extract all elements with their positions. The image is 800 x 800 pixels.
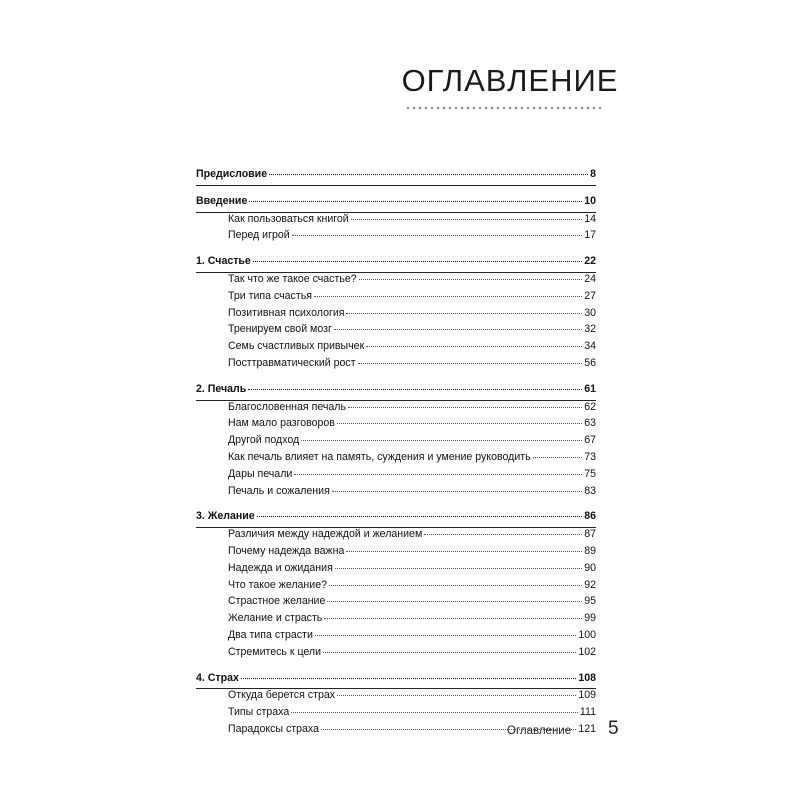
toc-chapter xyxy=(196,383,596,502)
toc-entry-title: Типы страха xyxy=(228,706,290,719)
toc-entry-title: Желание и страсть xyxy=(228,612,323,625)
page-number: 5 xyxy=(608,718,619,739)
dot-leader xyxy=(294,474,582,475)
dot-leader xyxy=(335,568,582,569)
toc-section-entry[interactable] xyxy=(196,706,596,723)
toc-entry-title: Как пользоваться книгой xyxy=(228,212,349,225)
toc-entry-page: 67 xyxy=(584,434,596,447)
toc-entry-page: 10 xyxy=(584,194,596,207)
toc-section-entry[interactable] xyxy=(196,323,596,340)
toc-entry-page: 111 xyxy=(579,706,596,719)
dot-leader xyxy=(533,457,583,458)
toc-entry-title: 4. Страх xyxy=(196,671,239,684)
dot-leader xyxy=(334,329,582,330)
running-footer-label: Оглавление xyxy=(507,725,572,737)
dot-leader xyxy=(269,174,588,175)
toc-entry-page: 17 xyxy=(584,229,596,242)
toc-entry-title: Различия между надеждой и желанием xyxy=(228,528,423,541)
toc-chapter-entry[interactable] xyxy=(196,510,596,528)
toc-section-entry[interactable] xyxy=(196,229,596,246)
dot-leader xyxy=(314,296,582,297)
toc-entry-title: Предисловие xyxy=(196,168,268,180)
dot-leader xyxy=(424,534,582,535)
toc-entry-title: Нам мало разговоров xyxy=(228,417,335,430)
toc-chapter-entry[interactable] xyxy=(196,168,596,186)
toc-entry-title: 2. Печаль xyxy=(196,382,247,395)
dot-leader xyxy=(346,551,582,552)
toc-section-entry[interactable] xyxy=(196,612,596,629)
toc-section-entry[interactable] xyxy=(196,629,596,646)
toc-entry-title: Стремитесь к цели xyxy=(228,645,322,658)
toc-entry-title: Парадоксы страха xyxy=(228,722,319,735)
toc-entry-title: Три типа счастья xyxy=(228,289,312,302)
toc-section-entry[interactable] xyxy=(196,434,596,451)
toc-entry-page: 8 xyxy=(590,168,596,180)
dot-leader xyxy=(323,652,576,653)
toc-chapter-entry[interactable] xyxy=(196,195,596,213)
toc-entry-title: Откуда берется страх xyxy=(228,689,336,702)
toc-section-entry[interactable] xyxy=(196,290,596,307)
toc-entry-title: Печаль и сожаления xyxy=(228,484,330,497)
toc-section-entry[interactable] xyxy=(196,595,596,612)
toc-section-entry[interactable] xyxy=(196,689,596,706)
toc-section-entry[interactable] xyxy=(196,340,596,357)
toc-section-entry[interactable] xyxy=(196,307,596,324)
toc-entry-page: 89 xyxy=(584,544,596,557)
toc-entry-title: Дары печали xyxy=(228,467,293,480)
toc-entry-title: Позитивная психология xyxy=(228,306,345,319)
dot-leader xyxy=(359,279,583,280)
dot-leader xyxy=(315,635,576,636)
toc-section-entry[interactable] xyxy=(196,545,596,562)
toc-chapter xyxy=(196,510,596,662)
dot-leader xyxy=(348,407,582,408)
toc-entry-page: 32 xyxy=(584,323,596,336)
dot-leader xyxy=(248,389,582,390)
title-dotted-divider xyxy=(405,106,603,110)
toc-entry-page: 95 xyxy=(584,595,596,608)
toc-entry-page: 22 xyxy=(584,255,596,268)
toc-section-entry[interactable] xyxy=(196,528,596,545)
dot-leader xyxy=(337,423,582,424)
toc-entry-page: 109 xyxy=(578,689,596,702)
toc-section-entry[interactable] xyxy=(196,646,596,663)
toc-entry-page: 99 xyxy=(584,612,596,625)
dot-leader xyxy=(301,440,582,441)
toc-entry-title: Другой подход xyxy=(228,434,300,447)
toc-section-entry[interactable] xyxy=(196,485,596,502)
dot-leader xyxy=(337,695,576,696)
toc-chapter-entry[interactable] xyxy=(196,383,596,401)
toc-section-entry[interactable] xyxy=(196,562,596,579)
dot-leader xyxy=(332,491,582,492)
dot-leader xyxy=(346,313,582,314)
toc-entry-title: Почему надежда важна xyxy=(228,544,345,557)
toc-section-entry[interactable] xyxy=(196,273,596,290)
toc-entry-title: Надежда и ожидания xyxy=(228,561,333,574)
dot-leader xyxy=(366,346,582,347)
toc-chapter xyxy=(196,195,596,246)
toc-entry-title: Так что же такое счастье? xyxy=(228,272,357,285)
toc-section-entry[interactable] xyxy=(196,451,596,468)
toc-entry-title: Что такое желание? xyxy=(228,578,327,591)
toc-section-entry[interactable] xyxy=(196,468,596,485)
table-of-contents xyxy=(196,168,596,749)
toc-entry-page: 63 xyxy=(584,417,596,430)
toc-chapter-entry[interactable] xyxy=(196,672,596,690)
toc-entry-title: Посттравматический рост xyxy=(228,356,356,369)
toc-entry-title: Как печаль влияет на память, суждения и умение руководить xyxy=(228,450,531,463)
toc-entry-page: 90 xyxy=(584,561,596,574)
toc-chapter-entry[interactable] xyxy=(196,255,596,273)
toc-entry-page: 27 xyxy=(584,289,596,302)
toc-entry-page: 14 xyxy=(584,212,596,225)
toc-entry-title: 3. Желание xyxy=(196,510,255,523)
toc-section-entry[interactable] xyxy=(196,417,596,434)
toc-chapter xyxy=(196,168,596,186)
toc-entry-page: 102 xyxy=(578,645,596,658)
dot-leader xyxy=(292,235,583,236)
toc-entry-page: 92 xyxy=(584,578,596,591)
toc-entry-page: 121 xyxy=(578,722,596,735)
toc-section-entry[interactable] xyxy=(196,401,596,418)
toc-entry-title: Тренируем свой мозг xyxy=(228,323,332,336)
toc-entry-title: Два типа страсти xyxy=(228,628,313,641)
toc-entry-page: 62 xyxy=(584,400,596,413)
toc-entry-page: 56 xyxy=(584,356,596,369)
toc-entry-page: 87 xyxy=(584,528,596,541)
toc-entry-page: 108 xyxy=(578,671,596,684)
dot-leader xyxy=(329,585,582,586)
toc-entry-page: 100 xyxy=(578,628,596,641)
toc-chapter xyxy=(196,255,596,374)
toc-entry-page: 75 xyxy=(584,467,596,480)
dot-leader xyxy=(358,363,583,364)
dot-leader xyxy=(324,618,582,619)
toc-section-entry[interactable] xyxy=(196,357,596,374)
toc-entry-page: 24 xyxy=(584,272,596,285)
dot-leader xyxy=(253,261,582,262)
toc-entry-title: 1. Счастье xyxy=(196,255,251,268)
toc-entry-page: 61 xyxy=(584,382,596,395)
toc-section-entry[interactable] xyxy=(196,579,596,596)
toc-entry-page: 83 xyxy=(584,484,596,497)
dot-leader xyxy=(291,712,578,713)
dot-leader xyxy=(257,516,583,517)
toc-entry-title: Введение xyxy=(196,194,248,207)
toc-entry-title: Благословенная печаль xyxy=(228,400,346,413)
toc-entry-page: 34 xyxy=(584,340,596,353)
page-title: ОГЛАВЛЕНИЕ xyxy=(401,63,619,98)
dot-leader xyxy=(241,678,576,679)
toc-entry-title: Страстное желание xyxy=(228,595,326,608)
toc-entry-page: 30 xyxy=(584,306,596,319)
toc-entry-title: Перед игрой xyxy=(228,229,290,242)
toc-section-entry[interactable] xyxy=(196,213,596,230)
toc-entry-title: Семь счастливых привычек xyxy=(228,340,365,353)
dot-leader xyxy=(327,601,582,602)
toc-entry-page: 86 xyxy=(584,510,596,523)
dot-leader xyxy=(249,201,582,202)
toc-entry-page: 73 xyxy=(584,450,596,463)
dot-leader xyxy=(351,219,582,220)
